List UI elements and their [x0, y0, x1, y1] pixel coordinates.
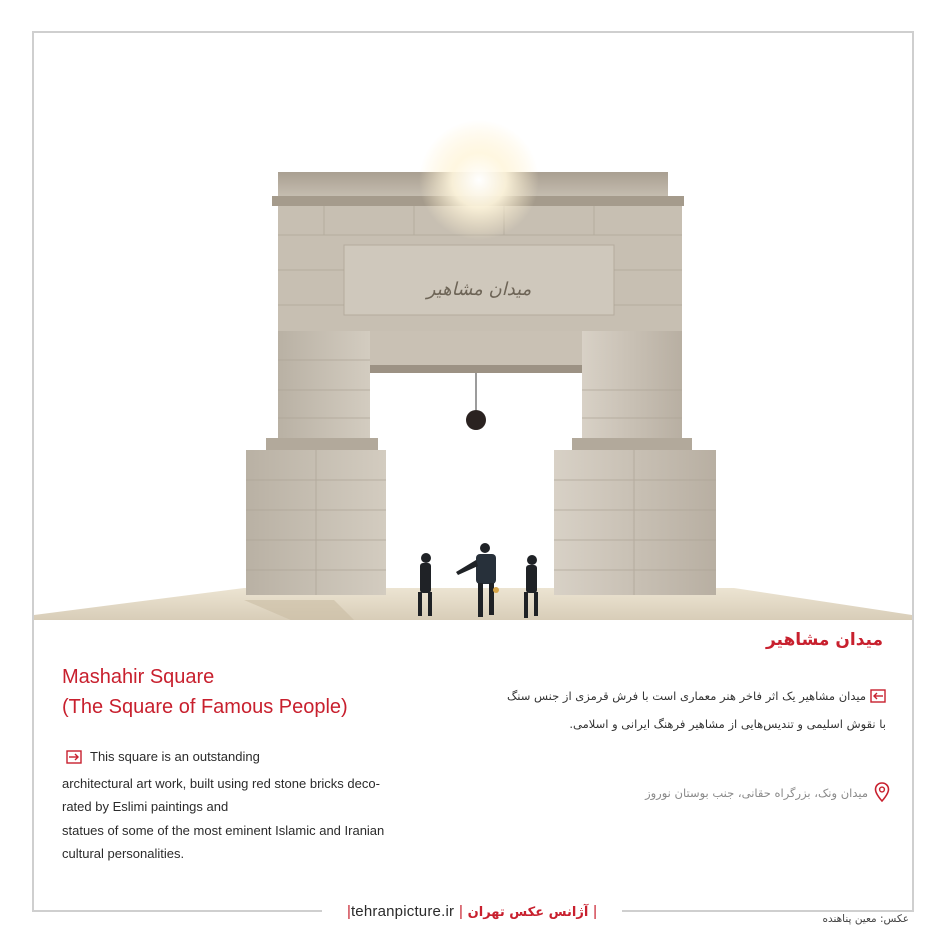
footer-separator: | — [347, 903, 351, 920]
english-desc-line: cultural personalities. — [62, 846, 185, 861]
arch-illustration — [34, 40, 912, 620]
persian-location: میدان ونک، بزرگراه حقانی، جنب بوستان نوروز — [645, 786, 868, 800]
english-title — [62, 662, 482, 722]
footer-site-link[interactable]: tehranpicture.ir — [350, 903, 455, 920]
persian-location-block — [520, 782, 890, 805]
english-desc-line: This square is an outstanding — [62, 745, 442, 772]
english-description — [62, 745, 442, 866]
footer-separator: | — [458, 903, 463, 920]
arch-inscription: میدان مشاهیر — [426, 279, 532, 300]
english-desc-line: statues of some of the most eminent Islamic and Iranian — [62, 822, 385, 838]
photo-credit: عکس: معین پناهنده — [822, 913, 909, 925]
english-title-line2: (The Square of Famous People) — [62, 696, 348, 718]
exit-arrow-icon — [66, 748, 82, 772]
footer-rule-right — [630, 910, 912, 912]
enter-arrow-icon — [870, 687, 886, 712]
footer-rule-left — [34, 910, 314, 912]
footer-brand — [322, 898, 622, 924]
persian-description-block — [500, 684, 886, 737]
persian-description: میدان مشاهیر یک اثر فاخر هنر معماری است با فرش قرمزی از جنس سنگ با نقوش اسلیمی و تندیس‌هایی از مشاهیر فرهنگ ایرانی و اسلامی. — [506, 689, 886, 731]
persian-title: میدان مشاهیر — [765, 630, 883, 650]
english-desc-line: architectural art work, built using red stone bricks deco- — [62, 775, 380, 791]
footer-agency: آژانس عکس تهران — [467, 905, 589, 920]
mashahir-arch-photo — [34, 40, 912, 620]
footer-separator: | — [593, 903, 597, 920]
english-title-line1: Mashahir Square — [62, 666, 215, 688]
location-pin-icon — [874, 782, 890, 805]
english-desc-line: rated by Eslimi paintings and — [62, 799, 229, 814]
